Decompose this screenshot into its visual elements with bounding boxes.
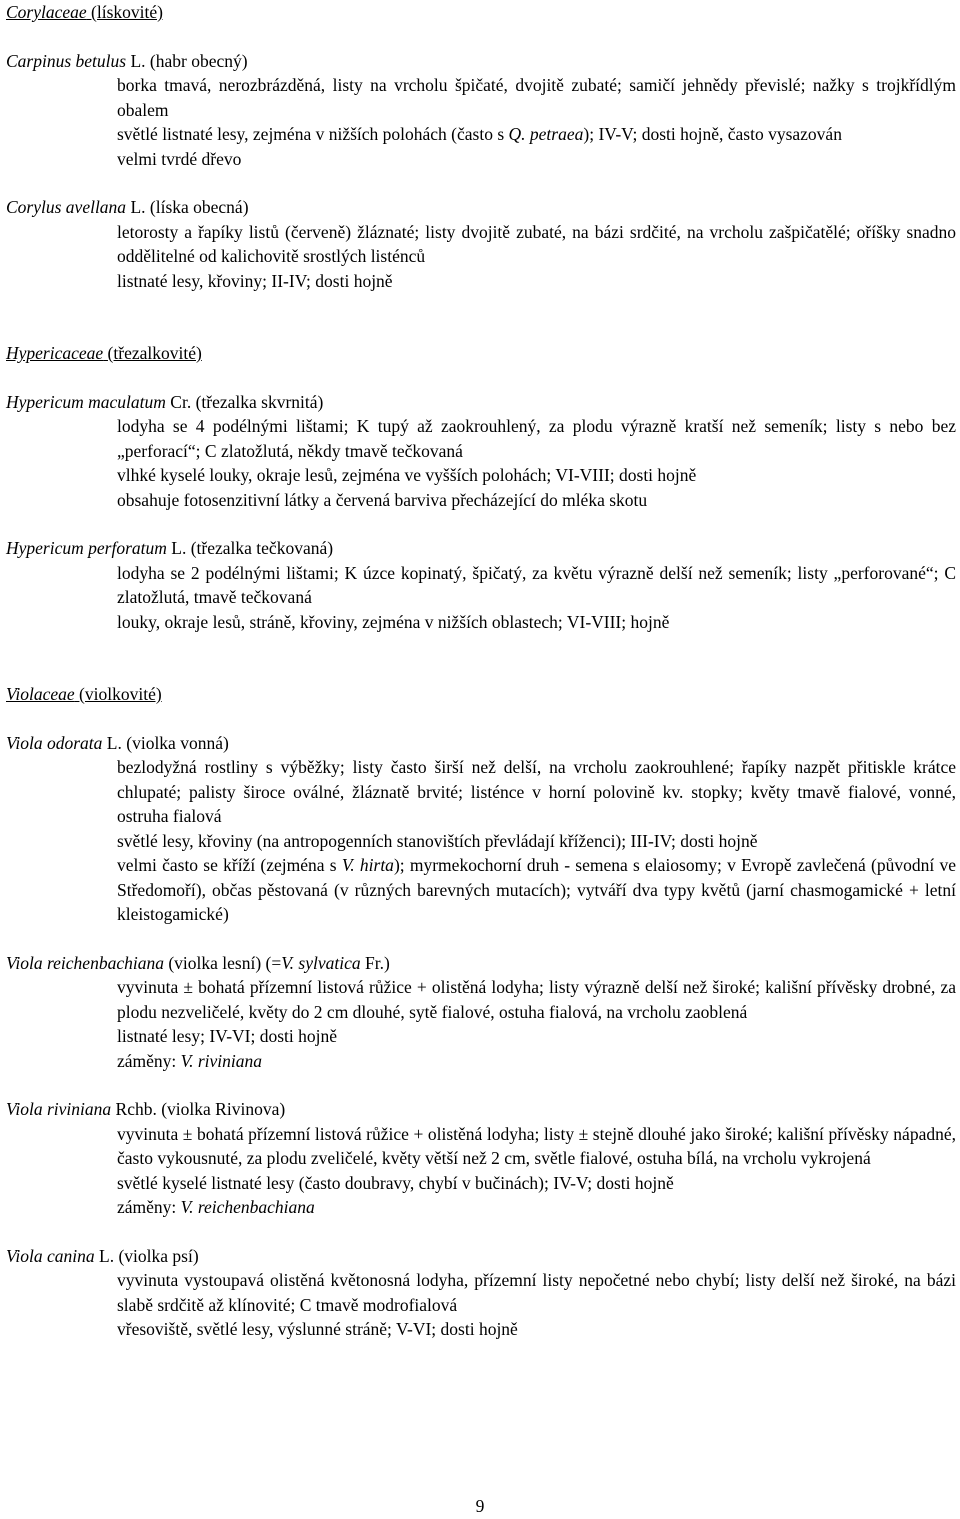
spacer [6, 1220, 956, 1244]
note-body [117, 1197, 315, 1217]
species-latin: Viola riviniana [6, 1099, 112, 1119]
family-heading [6, 341, 956, 366]
note-item [6, 122, 956, 147]
species-author: Cr. [170, 391, 192, 412]
species-heading [6, 1244, 956, 1269]
family-czech: (violkovité) [79, 684, 162, 704]
spacer [6, 512, 956, 536]
species-heading [6, 1097, 956, 1122]
family-czech: (třezalkovité) [107, 343, 202, 363]
species-czech: (violka psí) [118, 1245, 199, 1266]
species-latin: Viola reichenbachiana [6, 952, 164, 973]
note-body [117, 563, 956, 608]
note-text: světlé kyselé listnaté lesy (často doubravy, chybí v bučinách); IV-V; dosti hojně [117, 1172, 674, 1193]
species-ref: Q. petraea [508, 124, 584, 144]
document-body [6, 0, 956, 1342]
spacer [6, 1073, 956, 1097]
note-item [6, 488, 956, 513]
note-text: vlhké kyselé louky, okraje lesů, zejména ve vyšších polohách; VI-VIII; dosti hojně [117, 465, 697, 485]
note-body [117, 149, 241, 169]
note-item [6, 463, 956, 488]
species-author: L. [171, 538, 187, 558]
note-text: obsahuje fotosenzitivní látky a červená barviva přecházející do mléka skotu [117, 489, 648, 510]
note-text: lodyha se 4 podélnými lištami; K tupý až zaokrouhlený, za plodu výrazně kratší než semeník; listy s nebo bez „perforací“; C zlatožlutá, někdy tmavě tečkovaná [117, 416, 956, 461]
note-text: louky, okraje lesů, stráně, křoviny, zejména v nižších oblastech; VI-VIII; hojně [117, 611, 670, 632]
note-item [6, 975, 956, 1024]
note-text: světlé listnaté lesy, zejména v nižších polohách (často s [117, 124, 509, 144]
note-item [6, 73, 956, 122]
species-heading [6, 390, 956, 415]
note-item [6, 1195, 956, 1220]
family-czech: (lískovité) [91, 2, 163, 22]
note-text: bezlodyžná rostliny s výběžky; listy často širší než delší, na vrcholu zaokrouhlené; řapíky nazpět přitiskle krátce chlupaté; palisty široce oválné, žláznatě brvité; listénce v horní polovině kv. stopky; květy tmavě fialové, vonné, ostruha fialová [117, 757, 956, 826]
species-latin: Corylus avellana [6, 197, 127, 217]
spacer [6, 25, 956, 49]
note-text: listnaté lesy; IV-VI; dosti hojně [117, 1026, 338, 1046]
species-heading [6, 195, 956, 220]
note-item [6, 269, 956, 294]
note-body [117, 1026, 337, 1046]
note-text: vřesoviště, světlé lesy, výslunné stráně; V-VI; dosti hojně [117, 1319, 518, 1339]
spacer [6, 293, 956, 341]
note-text: světlé lesy, křoviny (na antropogenních stanovištích převládají kříženci); III-IV; dosti hojně [117, 830, 758, 851]
spacer [6, 707, 956, 731]
note-text: listnaté lesy, křoviny; II-IV; dosti hojně [117, 270, 393, 291]
family-heading-underlined [6, 684, 162, 704]
note-item [6, 220, 956, 269]
species-author: L. [130, 50, 146, 71]
note-text: velmi často se kříží (zejména s [117, 855, 342, 875]
species-czech: (líska obecná) [149, 197, 249, 217]
species-heading [6, 49, 956, 74]
species-czech: (habr obecný) [149, 50, 248, 71]
species-latin: Hypericum perforatum [6, 538, 167, 558]
species-ref: V. hirta [341, 855, 394, 875]
species-heading [6, 951, 956, 976]
note-text: ); myrmekochorní druh - semena s elaiosomy; v Evropě zavlečená (původní ve Středomoří), občas pěstovaná (v různých barevných mutacích); vytváří dva typy květů (jarní chasmogamické + letní kleistogamické) [117, 855, 956, 924]
note-text: vyvinuta ± bohatá přízemní listová růžice + olistěná lodyha; listy výrazně delší než široké; kališní přívěsky drobné, za plodu nezveličelé, květy do 2 cm dlouhé, sytě fialové, ostuha fialová, na vrcholu zaoblená [117, 977, 956, 1022]
note-text: ); IV-V; dosti hojně, často vysazován [583, 124, 842, 144]
note-item [6, 1317, 956, 1342]
family-heading-underlined [6, 2, 163, 22]
note-body [117, 757, 956, 826]
species-czech: (violka lesní) [168, 952, 262, 973]
species-czech: (violka vonná) [126, 732, 229, 753]
page-number: 9 [475, 1496, 485, 1516]
spacer [6, 927, 956, 951]
note-item [6, 829, 956, 854]
species-czech: (třezalka tečkovaná) [190, 538, 334, 558]
species-ref: V. riviniana [180, 1050, 263, 1071]
note-body [117, 416, 956, 461]
spacer [6, 366, 956, 390]
species-latin: Viola canina [6, 1245, 95, 1266]
family-latin: Violaceae [6, 684, 75, 704]
note-text: záměny: [117, 1197, 181, 1217]
species-czech: (violka Rivinova) [161, 1099, 286, 1119]
species-heading [6, 731, 956, 756]
species-author: L. [106, 732, 122, 753]
note-body [117, 1173, 674, 1193]
note-text: vyvinuta vystoupavá olistěná květonosná lodyha, přízemní listy nepočetné nebo chybí; listy delší než široké, na bázi slabě srdčitě až klínovité; C tmavě modrofialová [117, 1270, 956, 1315]
note-body [117, 1124, 956, 1169]
note-body [117, 222, 956, 267]
note-item [6, 1122, 956, 1171]
species-heading [6, 536, 956, 561]
note-text: (= [265, 952, 282, 973]
note-body [117, 831, 758, 851]
note-text: velmi tvrdé dřevo [117, 148, 242, 169]
species-author: Rchb. [115, 1099, 157, 1119]
note-item [6, 1171, 956, 1196]
note-body [117, 855, 956, 924]
spacer [6, 634, 956, 682]
family-heading [6, 0, 956, 25]
species-latin: Viola odorata [6, 732, 103, 753]
family-heading [6, 682, 956, 707]
note-body [117, 1270, 956, 1315]
note-text: Fr.) [360, 952, 390, 973]
note-text: letorosty a řapíky listů (červeně) žláznaté; listy dvojitě zubaté, na bázi srdčité, na vrcholu zašpičatělé; oříšky snadno oddělitelné od kalichovitě srostlých listénců [117, 221, 956, 266]
note-item [6, 1024, 956, 1049]
note-item [6, 147, 956, 172]
family-latin: Hypericaceae [6, 343, 104, 363]
note-body [117, 124, 842, 144]
note-text: lodyha se 2 podélnými lištami; K úzce kopinatý, špičatý, za květu výrazně delší než semeník; listy „perforované“; C zlatožlutá, tmavě tečkovaná [117, 562, 956, 607]
note-body [117, 1319, 518, 1339]
species-latin: Hypericum maculatum [6, 391, 166, 412]
note-text: vyvinuta ± bohatá přízemní listová růžice + olistěná lodyha; listy ± stejně dlouhé jako široké; kališní přívěsky nápadné, často vykousnuté, za plodu zveličelé, květy větší než 2 cm, světle fialové, ostuha bílá, na vrcholu vykrojená [117, 1123, 956, 1168]
note-body [117, 490, 647, 510]
species-ref: V. reichenbachiana [180, 1197, 315, 1217]
note-text: borka tmavá, nerozbrázděná, listy na vrcholu špičaté, dvojitě zubaté; samičí jehnědy převislé; nažky s trojkřídlým obalem [117, 75, 956, 120]
note-text: záměny: [117, 1050, 181, 1071]
note-item [6, 1049, 956, 1074]
note-item [6, 1268, 956, 1317]
family-latin: Corylaceae [6, 2, 87, 22]
note-item [6, 853, 956, 927]
note-body [117, 75, 956, 120]
note-body [117, 271, 393, 291]
spacer [6, 171, 956, 195]
note-body [117, 612, 669, 632]
note-body [117, 1051, 262, 1071]
family-heading-underlined [6, 343, 202, 363]
note-item [6, 414, 956, 463]
note-body [117, 465, 696, 485]
species-author: L. [99, 1245, 115, 1266]
note-item [6, 610, 956, 635]
note-item [6, 561, 956, 610]
species-latin: Carpinus betulus [6, 50, 127, 71]
species-ref: V. sylvatica [281, 952, 361, 973]
note-body [117, 977, 956, 1022]
species-author: L. [130, 197, 146, 217]
species-czech: (třezalka skvrnitá) [195, 391, 324, 412]
note-item [6, 755, 956, 829]
